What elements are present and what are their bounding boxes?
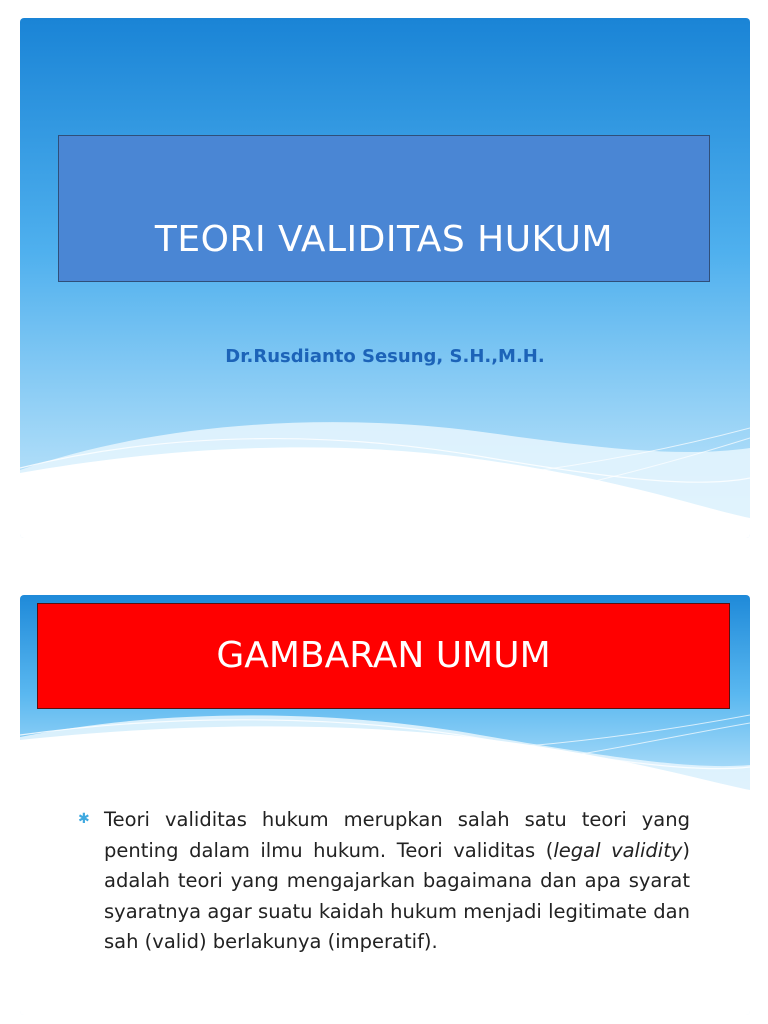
asterisk-bullet-icon: ✱	[78, 810, 90, 826]
bullet-text-italic: legal validity	[553, 838, 683, 862]
slide-heading: GAMBARAN UMUM	[216, 635, 551, 676]
content-slide	[20, 595, 750, 1015]
title-slide	[20, 18, 750, 538]
heading-box	[37, 603, 730, 709]
bullet-paragraph	[104, 805, 690, 958]
bullet-text-part-2: ) adalah teori yang mengajarkan bagaimana dan apa syarat syaratnya agar suatu kaidah hukum menjadi legitimate dan sah (valid) berlakunya (imperatif).	[104, 838, 690, 953]
slide-title: TEORI VALIDITAS HUKUM	[154, 219, 614, 260]
bullet-list-item	[80, 805, 690, 958]
author-name: Dr.Rusdianto Sesung, S.H.,M.H.	[225, 346, 545, 367]
bullet-text-part-1: Teori validitas hukum merupkan salah satu teori yang penting dalam ilmu hukum. Teori validitas (	[104, 808, 690, 862]
title-box	[58, 135, 710, 282]
